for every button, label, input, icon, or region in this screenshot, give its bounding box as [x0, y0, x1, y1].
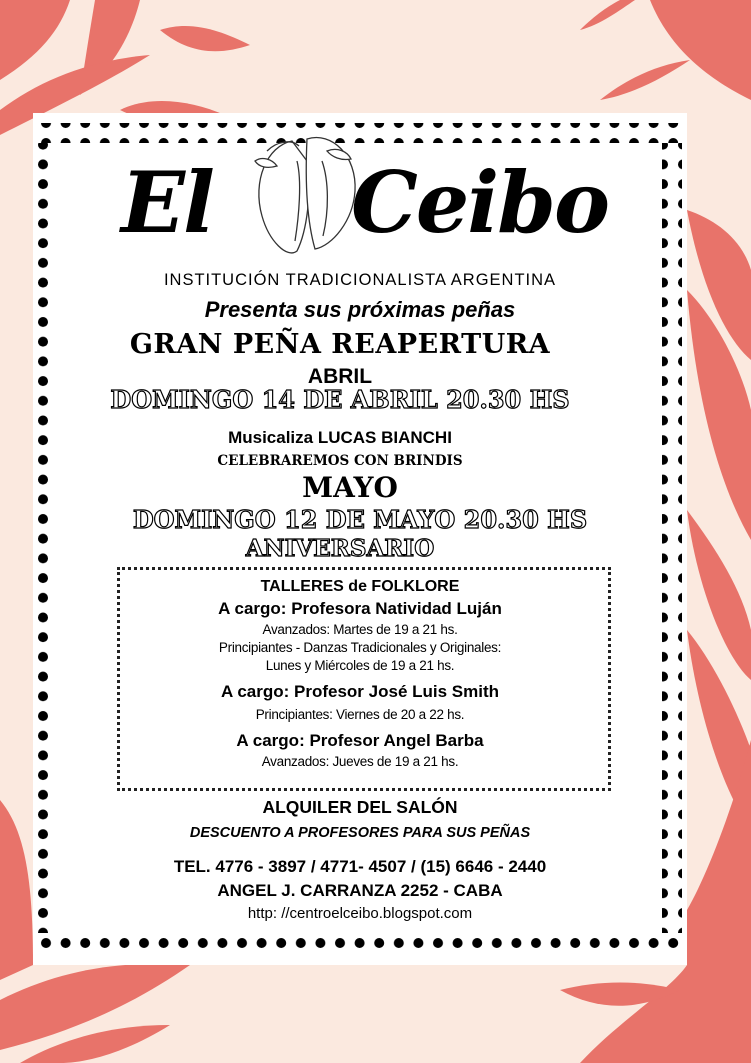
event2-month: MAYO [302, 471, 398, 504]
ceibo-flower-icon [237, 121, 367, 261]
talleres-heading: TALLERES de FOLKLORE [260, 578, 460, 595]
logo-word-el: El [121, 153, 213, 252]
teacher-smith: A cargo: Profesor José Luis Smith [220, 682, 500, 701]
event1-date: DOMINGO 14 DE ABRIL 20.30 HS [110, 385, 570, 414]
event1-month: ABRIL [307, 365, 373, 388]
event1-music: Musicaliza LUCAS BIANCHI [228, 428, 452, 447]
leaf-decoration-right-icon [687, 210, 751, 830]
teacher-barba: A cargo: Profesor Angel Barba [236, 731, 484, 750]
logo-word-ceibo: Ceibo [351, 153, 608, 252]
address: ANGEL J. CARRANZA 2252 - CABA [217, 881, 503, 900]
leaf-decoration-top-right-icon [540, 0, 751, 130]
website-link[interactable]: http: //centroelceibo.blogspot.com [247, 905, 473, 922]
flyer-card [33, 113, 687, 965]
rental-heading: ALQUILER DEL SALÓN [262, 797, 458, 817]
lujan-schedule-advanced: Avanzados: Martes de 19 a 21 hs. [262, 622, 458, 637]
phone-numbers: TEL. 4776 - 3897 / 4771- 4507 / (15) 6646 - 2440 [173, 857, 547, 876]
teacher-lujan: A cargo: Profesora Natividad Luján [218, 599, 502, 618]
discount-line: DESCUENTO A PROFESORES PARA SUS PEÑAS [189, 825, 531, 841]
event2-title: ANIVERSARIO [245, 535, 435, 562]
smith-schedule: Principiantes: Viernes de 20 a 22 hs. [255, 707, 465, 722]
event1-title: GRAN PEÑA REAPERTURA [129, 329, 551, 360]
lujan-schedule-days: Lunes y Miércoles de 19 a 21 hs. [265, 658, 455, 673]
event1-note: CELEBRAREMOS CON BRINDIS [217, 453, 463, 469]
institution-subtitle: INSTITUCIÓN TRADICIONALISTA ARGENTINA [163, 271, 557, 289]
lujan-schedule-beginners: Principiantes - Danzas Tradicionales y Originales: [218, 640, 502, 655]
presents-line: Presenta sus próximas peñas [204, 297, 516, 322]
barba-schedule: Avanzados: Jueves de 19 a 21 hs. [261, 754, 459, 769]
event2-date: DOMINGO 12 DE MAYO 20.30 HS [132, 505, 588, 534]
